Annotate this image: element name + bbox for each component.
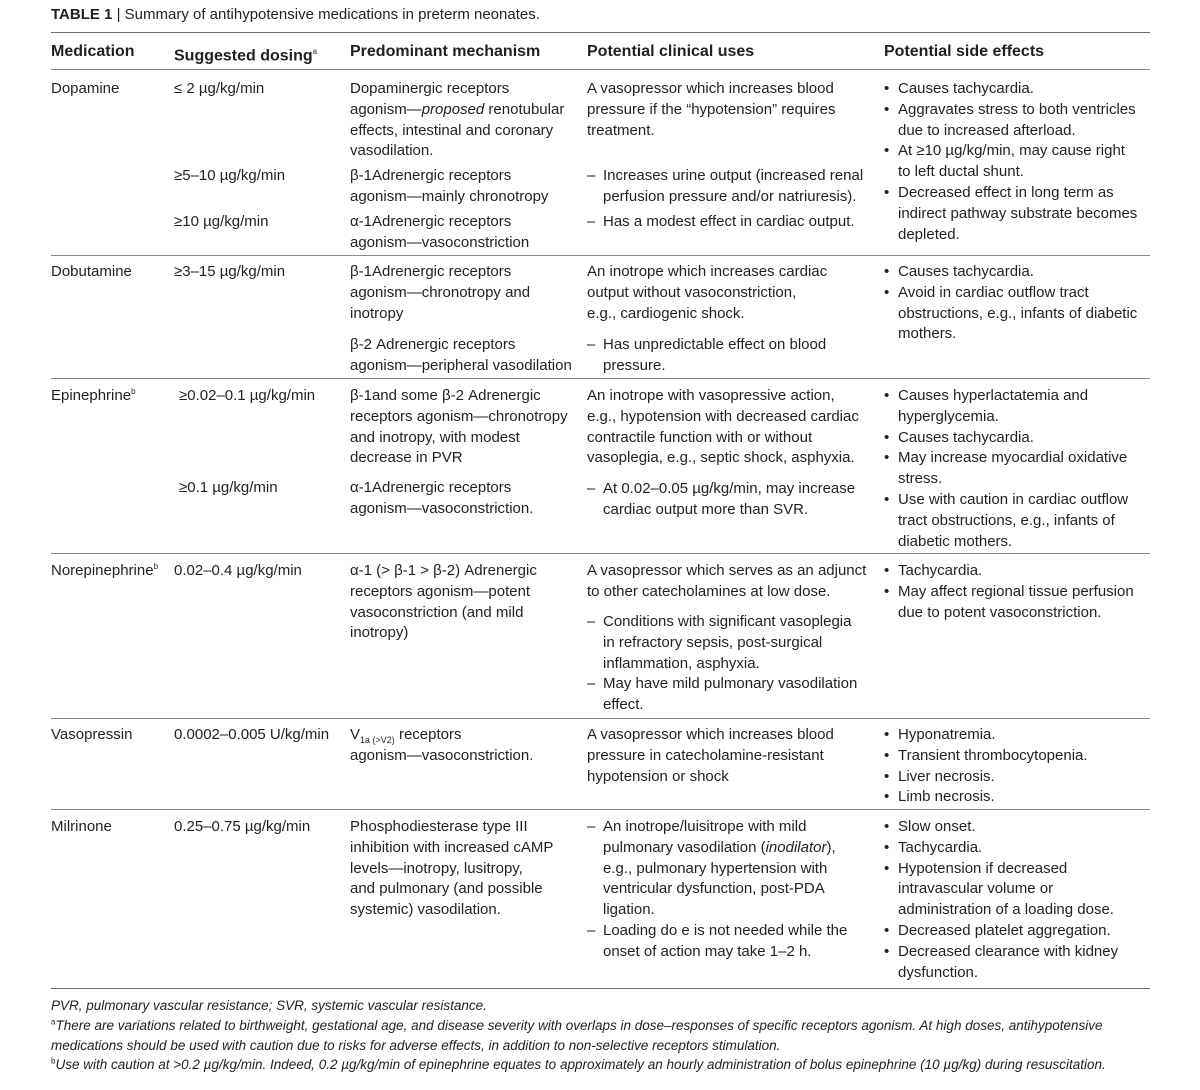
row-milrinone-mechanism (350, 817, 553, 921)
emphasis-text: inodilator (765, 838, 827, 856)
text-line: due to potent vasoconstriction. (898, 603, 1102, 621)
bullet-item (884, 838, 1118, 859)
text-line: output without vasoconstriction, (587, 283, 797, 301)
row-dopamine-mechanism-3 (350, 212, 529, 254)
text-line: vasoplegia, e.g., septic shock, asphyxia. (587, 449, 855, 467)
bullet-marker: • (884, 767, 890, 785)
text-line: May have mild pulmonary vasodilation (603, 675, 858, 693)
text-line: Avoid in cardiac outflow tract (898, 283, 1089, 301)
header-mechanism: Predominant mechanism (350, 43, 541, 60)
dash-item (587, 335, 826, 377)
row-epinephrine-dose-2: ≥0.1 µg/kg/min (179, 479, 278, 496)
dash-item (587, 921, 847, 963)
text-fragment: V (350, 726, 361, 743)
text-line: pressure if the “hypotension” requires (587, 100, 836, 118)
header-side-effects: Potential side effects (884, 43, 1045, 60)
row-vasopressin-name: Vasopressin (51, 726, 133, 743)
text-line: α-1 (> β-1 > β-2) Adrenergic (350, 562, 537, 579)
bullet-marker: • (884, 183, 890, 201)
bullet-item (884, 921, 1118, 942)
bullet-marker: • (884, 449, 890, 467)
row-dopamine-mechanism-2 (350, 166, 548, 208)
footnote-a (51, 1016, 1150, 1055)
bullet-item (884, 100, 1137, 142)
bullet-item (884, 141, 1137, 183)
emphasis-text: proposed (421, 100, 485, 118)
text-line: Aggravates stress to both ventricles (898, 100, 1136, 118)
row-dopamine-dose-3: ≥10 µg/kg/min (174, 213, 269, 230)
text-line: inotropy (350, 304, 404, 322)
text-line: Limb necrosis. (898, 788, 995, 806)
text-fragment: Use with caution at >0.2 µg/kg/min. Indeed, 0.2 µg/kg/min of epinephrine equates to approximately an hourly administration of bolus epinephrine (10 µg/kg) during resuscitation. (55, 1057, 1106, 1072)
text-line: inotropy) (350, 624, 409, 642)
row-rule (51, 378, 1150, 379)
bullet-marker: • (884, 859, 890, 877)
text-line: agonism—vasoconstriction. (350, 746, 534, 764)
text-line: Increases urine output (increased renal (603, 167, 864, 184)
row-rule (51, 553, 1150, 554)
text-line: α-1Adrenergic receptors (350, 213, 512, 230)
text-line: agonism—chronotropy and (350, 283, 531, 301)
bullet-marker: • (884, 263, 890, 280)
row-milrinone-dose: 0.25–0.75 µg/kg/min (174, 818, 311, 835)
bullet-item (884, 283, 1137, 345)
row-dopamine-side-effects (884, 79, 1137, 245)
dash-item (587, 674, 857, 716)
row-epinephrine-name (51, 386, 136, 407)
text-line: vasodilation. (350, 142, 434, 160)
text-line: β-1and some β-2 Adrenergic (350, 387, 541, 404)
text-line: hypotension or shock (587, 767, 729, 785)
row-dopamine-use-2 (587, 166, 863, 208)
text-line: A vasopressor which serves as an adjunct (587, 562, 867, 579)
text-line: hyperglycemia. (898, 407, 999, 425)
subscript-text: 1a (>V2) (360, 735, 395, 745)
text-line (51, 1016, 1150, 1036)
title-separator: | (116, 6, 121, 23)
bullet-item (884, 787, 1088, 808)
text-line: Decreased effect in long term as (898, 183, 1114, 201)
bullet-marker: • (884, 80, 890, 97)
bullet-item (884, 79, 1137, 100)
row-epinephrine-use-2 (587, 479, 855, 521)
row-dopamine-use-3 (587, 212, 855, 233)
text-line: obstructions, e.g., infants of diabetic (898, 304, 1138, 322)
bullet-marker: • (884, 582, 890, 600)
row-epinephrine-side-effects (884, 386, 1128, 552)
text-line: Causes tachycardia. (898, 80, 1034, 97)
text-line: agonism—vasoconstriction. (350, 499, 534, 517)
row-rule (51, 718, 1150, 719)
text-line: Tachycardia. (898, 562, 983, 579)
text-line: to left ductal shunt. (898, 163, 1024, 181)
text-line: May affect regional tissue perfusion (898, 582, 1134, 600)
text-line: β-1Adrenergic receptors (350, 263, 512, 280)
text-line: Hypotension if decreased (898, 859, 1068, 877)
bullet-marker: • (884, 838, 890, 856)
text-line: stress. (898, 470, 943, 488)
row-dopamine-use-1 (587, 79, 835, 141)
dash-marker: – (587, 480, 596, 497)
text-line: effect. (603, 696, 644, 714)
row-dobutamine-dose: ≥3–15 µg/kg/min (174, 263, 286, 280)
text-line: May increase myocardial oxidative (898, 449, 1128, 467)
bullet-marker: • (884, 490, 890, 508)
text-line: An inotrope/luisitrope with mild (603, 818, 807, 835)
text-line: e.g., cardiogenic shock. (587, 304, 745, 322)
header-rule (51, 69, 1150, 70)
footnote-abbreviations: PVR, pulmonary vascular resistance; SVR, systemic vascular resistance. (51, 998, 487, 1013)
text-line: e.g., pulmonary hypertension with (603, 859, 828, 877)
row-dobutamine-use-2 (587, 335, 826, 377)
text-line: Causes tachycardia. (898, 263, 1034, 280)
text-line: Has a modest effect in cardiac output. (603, 213, 855, 230)
text-line: onset of action may take 1–2 h. (603, 942, 812, 960)
text-line: β-1Adrenergic receptors (350, 167, 512, 184)
bullet-marker: • (884, 746, 890, 764)
text-line: levels—inotropy, lusitropy, (350, 859, 523, 877)
row-vasopressin-use (587, 725, 834, 787)
row-dopamine-dose-2: ≥5–10 µg/kg/min (174, 167, 286, 184)
text-line (603, 838, 847, 859)
row-dobutamine-side-effects (884, 262, 1137, 345)
text-line: pressure in catecholamine-resistant (587, 746, 824, 764)
text-fragment: pulmonary vasodilation ( (603, 838, 766, 856)
text-line: Liver necrosis. (898, 767, 995, 785)
text-line: medications should be used with caution due to risks for adverse effects, in addition to non-selective receptors stimulation. (51, 1037, 781, 1053)
table-label: TABLE 1 (51, 6, 113, 23)
text-line: intravascular volume or (898, 880, 1054, 898)
row-norepinephrine-dose: 0.02–0.4 µg/kg/min (174, 562, 302, 579)
footnote-marker: b (51, 1056, 56, 1066)
bullet-marker: • (884, 726, 890, 743)
text-line: contractile function with or without (587, 428, 813, 446)
text-line: effects, intestinal and coronary (350, 121, 554, 139)
row-dobutamine-name: Dobutamine (51, 263, 132, 280)
row-dobutamine-mechanism-2 (350, 335, 572, 377)
bullet-item (884, 942, 1118, 984)
row-milrinone-uses (587, 817, 847, 963)
text-line: perfusion pressure and/or natriuresis). (603, 187, 857, 205)
dash-item (587, 166, 863, 208)
text-line: Conditions with significant vasoplegia (603, 613, 852, 630)
row-dopamine-name: Dopamine (51, 80, 120, 97)
row-norepinephrine-side-effects (884, 561, 1134, 623)
text-line: pressure. (603, 356, 666, 374)
bullet-item (884, 183, 1137, 245)
text-line: diabetic mothers. (898, 532, 1013, 550)
bullet-marker: • (884, 788, 890, 806)
text-line: e.g., hypotension with decreased cardiac (587, 407, 859, 425)
text-line: Decreased clearance with kidney (898, 942, 1119, 960)
text-line: Hyponatremia. (898, 726, 996, 743)
dash-item (587, 817, 847, 921)
bullet-item (884, 859, 1118, 921)
text-line: inflammation, asphyxia. (603, 654, 760, 672)
bullet-marker: • (884, 921, 890, 939)
dash-marker: – (587, 213, 596, 230)
text-line: agonism—peripheral vasodilation (350, 356, 572, 374)
text-line: treatment. (587, 121, 655, 139)
row-norepinephrine-mechanism (350, 561, 537, 644)
dash-item (587, 612, 857, 674)
table-title (51, 5, 540, 25)
text-fragment: renotubular (484, 100, 565, 118)
text-line: At 0.02–0.05 µg/kg/min, may increase (603, 480, 856, 497)
text-line: and pulmonary (and possible (350, 880, 543, 898)
text-fragment: There are variations related to birthweight, gestational age, and disease severity with overlaps in dose–responses of specific receptors agonism. At high doses, antihypotensive (55, 1018, 1103, 1033)
bullet-marker: • (884, 428, 890, 446)
text-line: agonism—mainly chronotropy (350, 187, 549, 205)
text-line: dysfunction. (898, 963, 979, 981)
text-fragment: ), (826, 838, 836, 856)
bullet-marker: • (884, 100, 890, 118)
bullet-item (884, 767, 1088, 788)
text-line: Use with caution in cardiac outflow (898, 490, 1129, 508)
footnote-marker: b (153, 562, 159, 571)
text-line: indirect pathway substrate becomes (898, 204, 1138, 222)
row-norepinephrine-name (51, 561, 158, 582)
bullet-marker: • (884, 942, 890, 960)
dash-marker: – (587, 818, 596, 835)
row-dopamine-mechanism-1 (350, 79, 564, 162)
row-dobutamine-use-1 (587, 262, 827, 324)
text-line: ligation. (603, 901, 655, 919)
header-medication: Medication (51, 43, 135, 60)
header-dosing-label: Suggested dosing (174, 47, 313, 65)
dash-item (587, 212, 855, 233)
text-line: A vasopressor which increases blood (587, 80, 834, 97)
text-line: A vasopressor which increases blood (587, 726, 834, 743)
text-line: Decreased platelet aggregation. (898, 921, 1111, 939)
text-line: Has unpredictable effect on blood (603, 336, 827, 353)
text-line (350, 100, 564, 121)
text-fragment: receptors (394, 726, 462, 743)
row-epinephrine-mechanism-1 (350, 386, 568, 469)
table-caption: Summary of antihypotensive medications in preterm neonates. (124, 6, 540, 23)
text-line: Phosphodiesterase type III (350, 818, 528, 835)
drug-name: Epinephrine (51, 387, 132, 404)
row-dobutamine-mechanism-1 (350, 262, 530, 324)
text-line: receptors agonism—potent (350, 582, 531, 600)
text-line: ventricular dysfunction, post-PDA (603, 880, 825, 898)
text-fragment: agonism— (350, 100, 422, 118)
footnote-marker: b (131, 387, 136, 396)
drug-name: Norepinephrine (51, 562, 154, 579)
bullet-marker: • (884, 283, 890, 301)
text-line: systemic) vasodilation. (350, 901, 501, 919)
header-uses: Potential clinical uses (587, 43, 755, 60)
text-line: Loading do e is not needed while the (603, 921, 848, 939)
row-vasopressin-dose: 0.0002–0.005 U/kg/min (174, 726, 330, 743)
bullet-item (884, 817, 1118, 838)
text-line: depleted. (898, 225, 960, 243)
table-bottom-rule (51, 988, 1150, 989)
row-vasopressin-side-effects (884, 725, 1088, 808)
text-line: tract obstructions, e.g., infants of (898, 511, 1115, 529)
row-rule (51, 255, 1150, 256)
bullet-item (884, 262, 1137, 283)
table-top-rule (51, 32, 1150, 33)
text-line: administration of a loading dose. (898, 901, 1114, 919)
header-dosing-footnote: a (312, 47, 318, 56)
row-milrinone-name: Milrinone (51, 818, 112, 835)
text-line: Causes tachycardia. (898, 428, 1034, 446)
text-line: due to increased afterload. (898, 121, 1076, 139)
row-norepinephrine-use-2 (587, 612, 857, 716)
bullet-item (884, 448, 1128, 490)
bullet-item (884, 582, 1134, 624)
footnote-b (51, 1055, 1150, 1075)
row-vasopressin-mechanism (350, 725, 533, 767)
text-line: Tachycardia. (898, 838, 983, 856)
text-line: An inotrope with vasopressive action, (587, 387, 835, 404)
text-line: Dopaminergic receptors (350, 80, 510, 97)
bullet-marker: • (884, 142, 890, 160)
row-milrinone-side-effects (884, 817, 1118, 983)
text-line (350, 725, 533, 746)
row-dopamine-dose-1: ≤ 2 µg/kg/min (174, 80, 265, 97)
text-line: Causes hyperlactatemia and (898, 387, 1089, 404)
text-line: Transient thrombocytopenia. (898, 746, 1088, 764)
bullet-item (884, 428, 1128, 449)
text-line: cardiac output more than SVR. (603, 500, 809, 518)
row-epinephrine-dose-1: ≥0.02–0.1 µg/kg/min (179, 387, 316, 404)
row-rule (51, 809, 1150, 810)
text-line: Slow onset. (898, 818, 976, 835)
bullet-item (884, 725, 1088, 746)
bullet-marker: • (884, 818, 890, 835)
text-line: β-2 Adrenergic receptors (350, 336, 516, 353)
bullet-item (884, 386, 1128, 428)
text-line: An inotrope which increases cardiac (587, 263, 828, 280)
bullet-marker: • (884, 387, 890, 404)
text-line: receptors agonism—chronotropy (350, 407, 568, 425)
text-line: to other catecholamines at low dose. (587, 582, 831, 600)
dash-marker: – (587, 675, 596, 693)
text-line: and inotropy, with modest (350, 428, 520, 446)
text-line: At ≥10 µg/kg/min, may cause right (898, 142, 1125, 160)
dash-item (587, 479, 855, 521)
text-line: in refractory sepsis, post-surgical (603, 633, 823, 651)
text-line: decrease in PVR (350, 449, 463, 467)
row-epinephrine-mechanism-2 (350, 478, 533, 520)
text-line: vasoconstriction (and mild (350, 603, 524, 621)
dash-marker: – (587, 167, 596, 184)
dash-marker: – (587, 336, 596, 353)
row-norepinephrine-use-1 (587, 561, 866, 603)
bullet-marker: • (884, 562, 890, 579)
bullet-item (884, 490, 1128, 552)
row-epinephrine-use-1 (587, 386, 859, 469)
text-line: inhibition with increased cAMP (350, 838, 554, 856)
dash-marker: – (587, 613, 596, 630)
dash-marker: – (587, 921, 596, 939)
text-line: mothers. (898, 325, 957, 343)
text-line: α-1Adrenergic receptors (350, 479, 512, 496)
bullet-item (884, 561, 1134, 582)
footnote-marker: a (51, 1017, 56, 1027)
bullet-item (884, 746, 1088, 767)
header-dosing (174, 41, 317, 67)
text-line: agonism—vasoconstriction (350, 233, 530, 251)
